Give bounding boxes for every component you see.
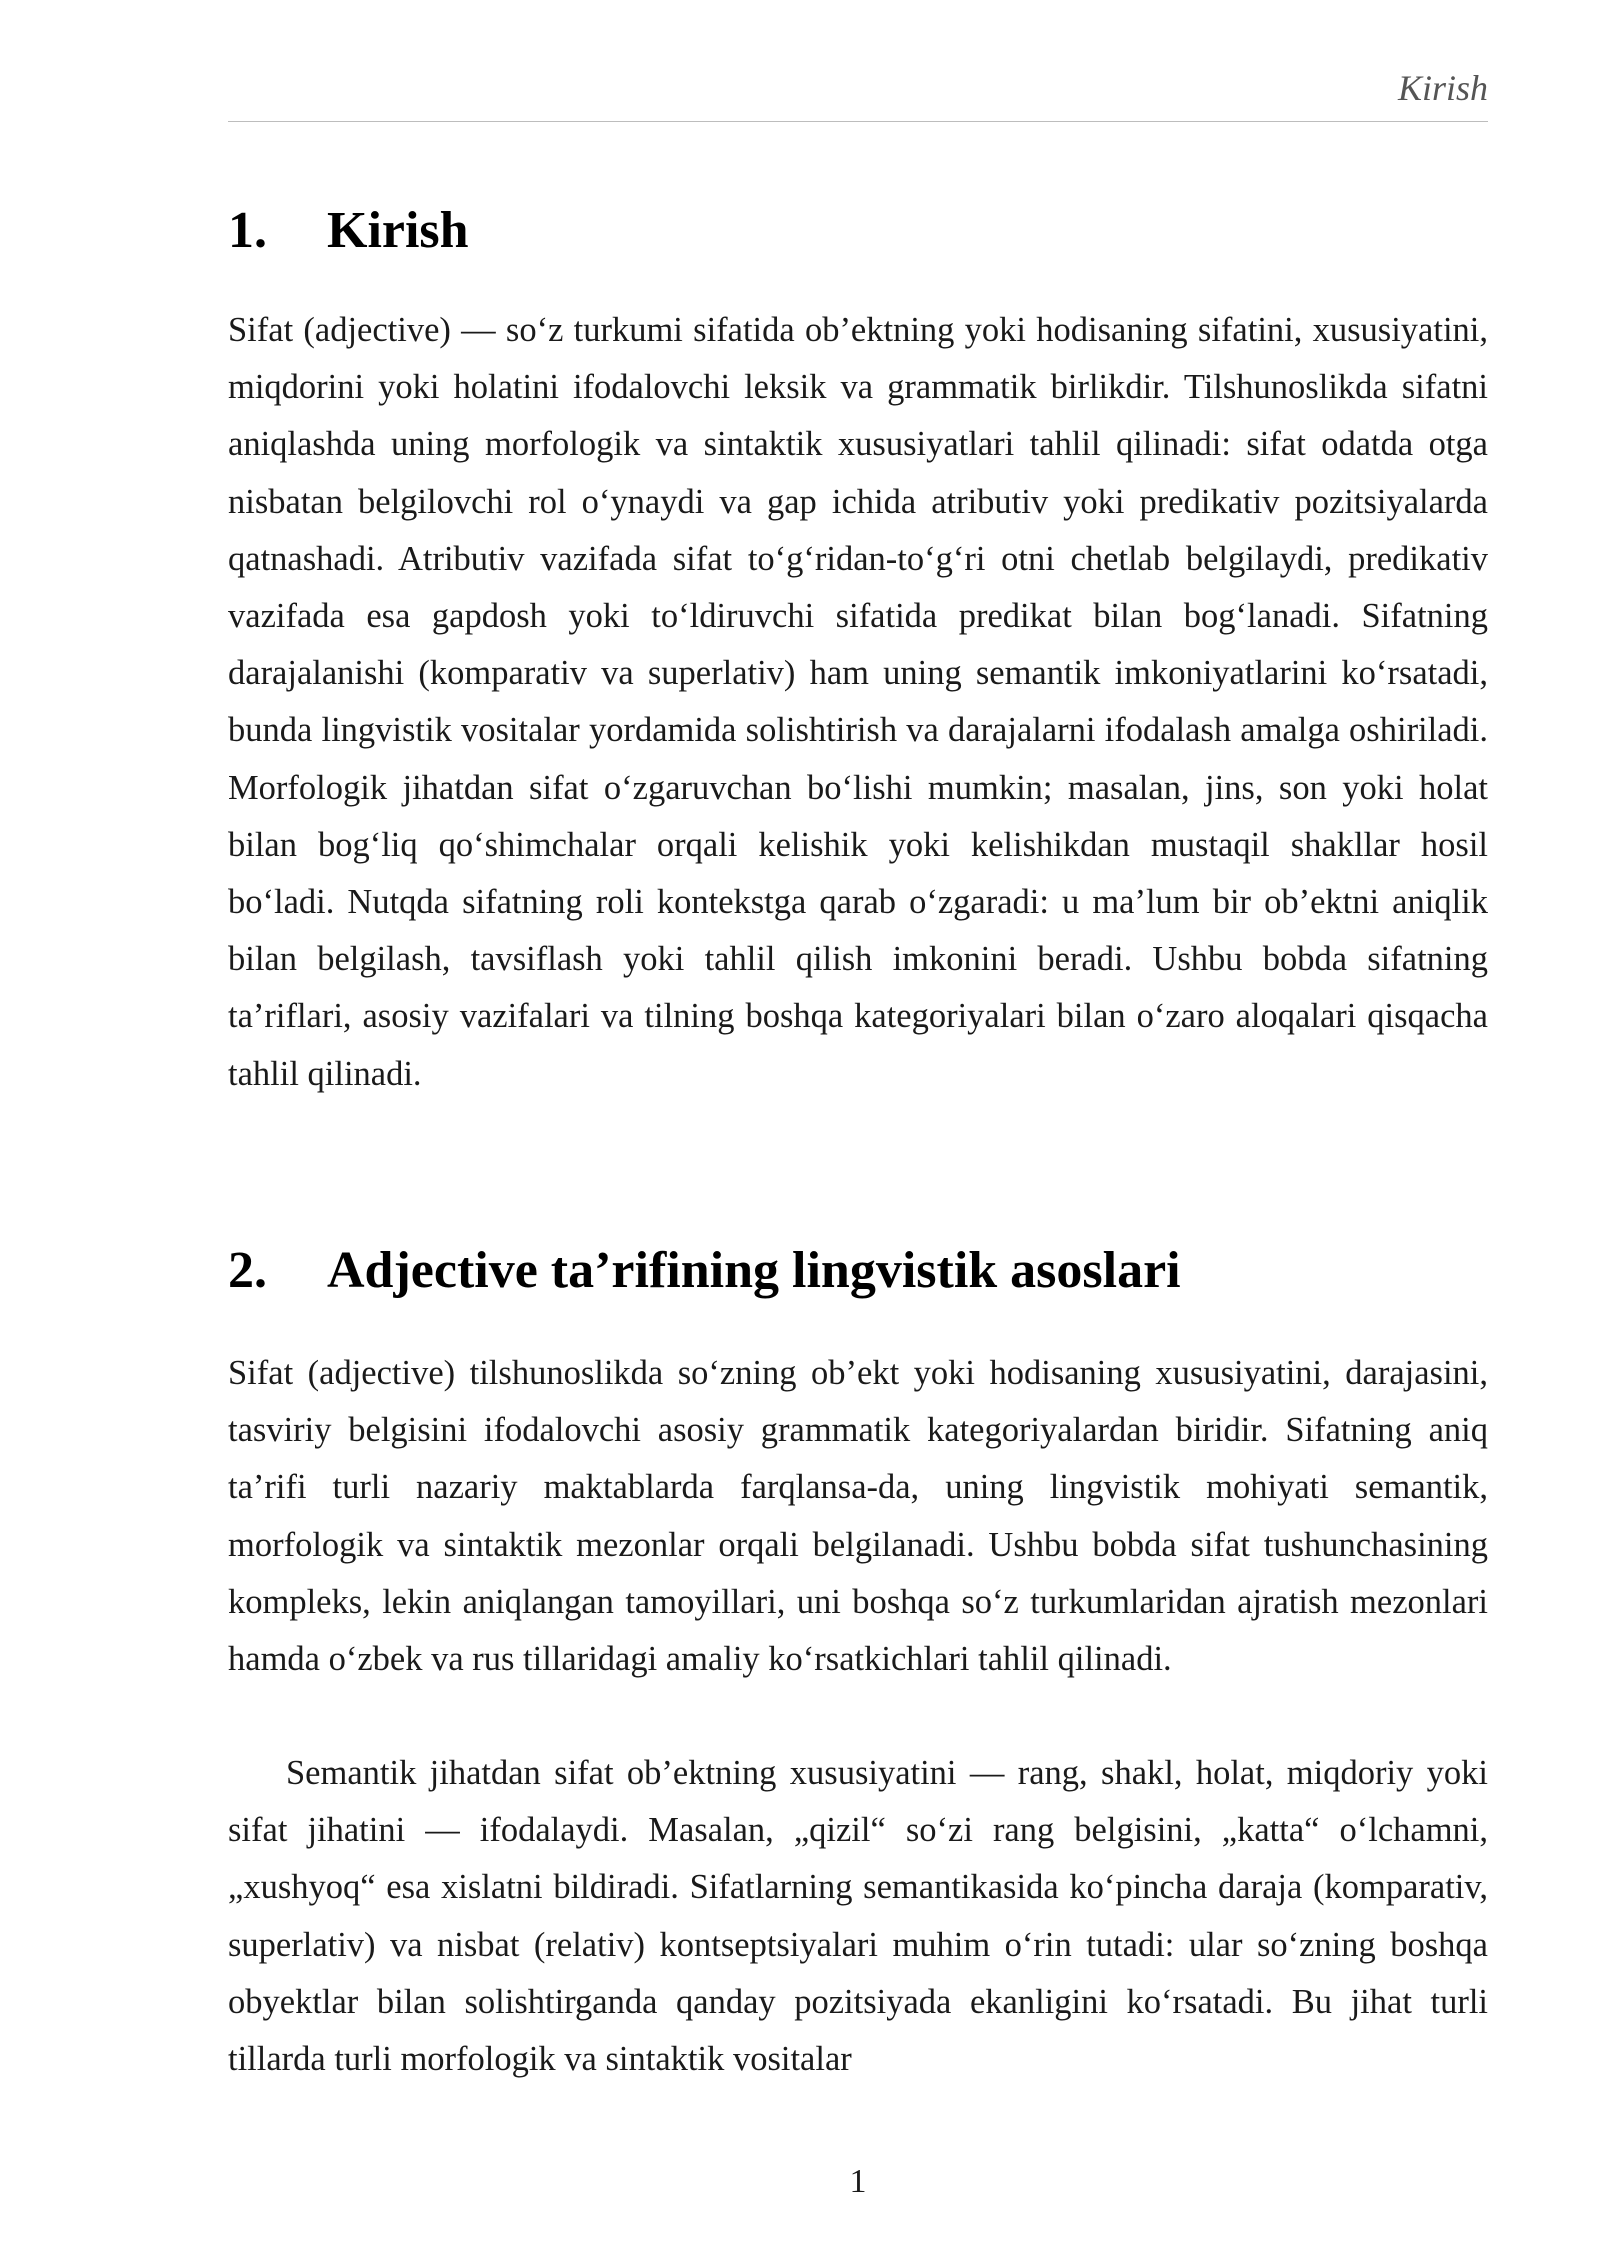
section-number: 1. <box>228 202 267 259</box>
section-heading-2 <box>228 1242 1181 1299</box>
running-header: Kirish <box>1397 68 1488 108</box>
section-title: Kirish <box>327 202 469 259</box>
header-rule <box>228 121 1488 122</box>
section-2-paragraph-2: Semantik jihatdan sifat ob’ektning xususiyatini — rang, shakl, holat, miqdoriy yoki sifat jihatini — ifodalaydi. Masalan, „qizil“ so‘zi rang belgisini, „katta“ o‘lchamni, „xushyoq“ esa xislatni bildiradi. Sifatlarning semantikasida ko‘pincha daraja (komparativ, superlativ) va nisbat (relativ) kontseptsiyalari muhim o‘rin tutadi: ular so‘zning boshqa obyektlar bilan solishtirganda qanday pozitsiyada ekanligini ko‘rsatadi. Bu jihat turli tillarda turli morfologik va sintaktik vositalar <box>228 1754 1488 2079</box>
section-title: Adjective ta’rifining lingvistik asoslari <box>327 1242 1181 1299</box>
document-page <box>228 0 1488 2262</box>
section-number: 2. <box>228 1242 267 1299</box>
section-1-paragraph-1: Sifat (adjective) — so‘z turkumi sifatida ob’ektning yoki hodisaning sifatini, xususiyatini, miqdorini yoki holatini ifodalovchi leksik va grammatik birlikdir. Tilshunoslikda sifatni aniqlashda uning morfologik va sintaktik xususiyatlari tahlil qilinadi: sifat odatda otga nisbatan belgilovchi rol o‘ynaydi va gap ichida atributiv yoki predikativ pozitsiyalarda qatnashadi. Atributiv vazifada sifat to‘g‘ridan-to‘g‘ri otni chetlab belgilaydi, predikativ vazifada esa gapdosh yoki to‘ldiruvchi sifatida predikat bilan bog‘lanadi. Sifatning darajalanishi (komparativ va superlativ) ham uning semantik imkoniyatlarini ko‘rsatadi, bunda lingvistik vositalar yordamida solishtirish va darajalarni ifodalash amalga oshiriladi. Morfologik jihatdan sifat o‘zgaruvchan bo‘lishi mumkin; masalan, jins, son yoki holat bilan bog‘liq qo‘shimchalar orqali kelishik yoki kelishikdan mustaqil shakllar hosil bo‘ladi. Nutqda sifatning roli kontekstga qarab o‘zgaradi: u ma’lum bir ob’ektni aniqlik bilan belgilash, tavsiflash yoki tahlil qilish imkonini beradi. Ushbu bobda sifatning ta’riflari, asosiy vazifalari va tilning boshqa kategoriyalari bilan o‘zaro aloqalari qisqacha tahlil qilinadi. <box>228 311 1488 1093</box>
page-number: 1 <box>849 2163 867 2200</box>
section-2-paragraph-1: Sifat (adjective) tilshunoslikda so‘zning ob’ekt yoki hodisaning xususiyatini, darajasini, tasviriy belgisini ifodalovchi asosiy grammatik kategoriyalardan biridir. Sifatning aniq ta’rifi turli nazariy maktablarda farqlansa-da, uning lingvistik mohiyati semantik, morfologik va sintaktik mezonlar orqali belgilanadi. Ushbu bobda sifat tushunchasining kompleks, lekin aniqlangan tamoyillari, uni boshqa so‘z turkumlaridan ajratish mezonlari hamda o‘zbek va rus tillaridagi amaliy ko‘rsatkichlari tahlil qilinadi. <box>228 1354 1488 1679</box>
section-heading-1 <box>228 202 469 259</box>
